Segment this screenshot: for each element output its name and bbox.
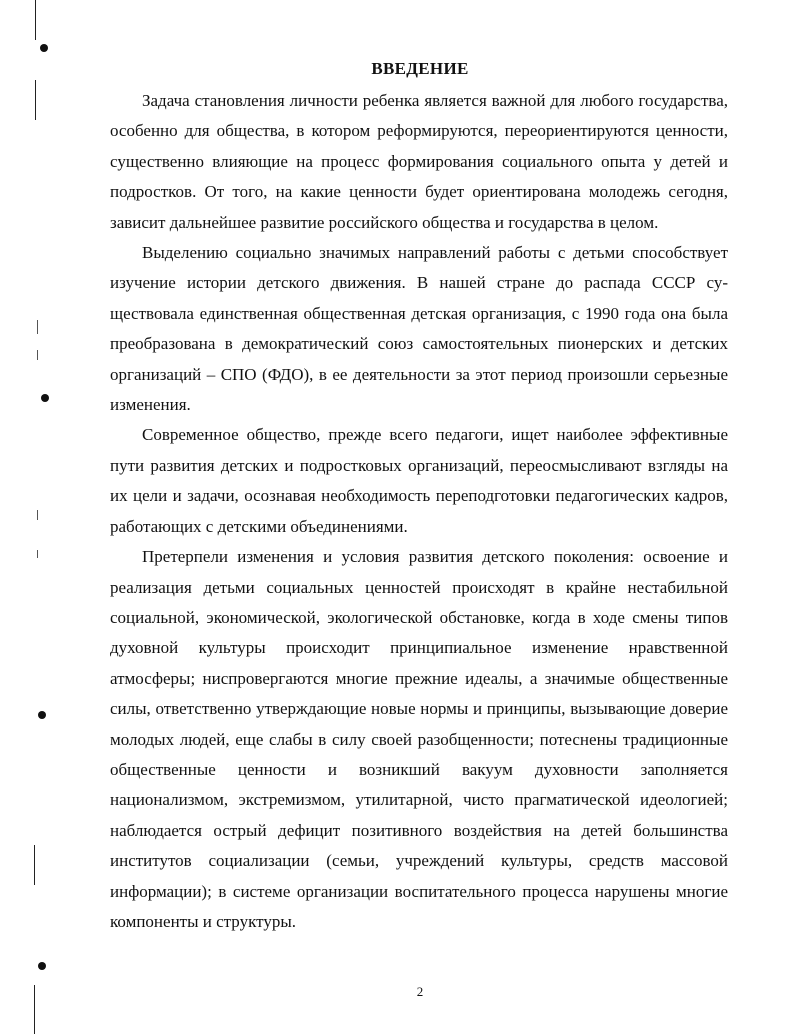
paragraph: Задача становления личности ребенка является важной для любого государства, особенно для общества, в котором реформируются, переориентируются ценности, существенно влияющие на процесс формирования социального опыта у детей и подростков. От того, на какие ценности будет ориентирована молодежь сегодня, зависит дальнейшее развитие российского общества и государства в целом. (110, 91, 728, 232)
scan-edge-line (35, 80, 36, 120)
page-number: 2 (416, 984, 424, 999)
hole-punch-mark (40, 44, 48, 52)
paragraph: Выделению социально значимых направлений работы с детьми способствует изучение истории детского движения. В нашей стране до распада СССР существовала единственная общественная детская организация, с 1990 года она была преобразована в демократический союз самостоятельных пионерских и детских организаций – СПО (ФДО), в ее деятельности за этот период произошли серьезные изменения. (110, 243, 728, 415)
paragraph: Современное общество, прежде всего педагоги, ищет наиболее эффективные пути развития детских и подростковых организаций, переосмысливают взгляды на их цели и задачи, осознавая необходимость переподготовки педагогических кадров, работающих с детскими объединениями. (110, 425, 728, 536)
scan-tick-mark (37, 550, 38, 558)
scan-tick-mark (37, 510, 38, 520)
hole-punch-mark (41, 394, 49, 402)
scan-edge-line (34, 845, 35, 885)
scan-tick-mark (37, 350, 38, 360)
document-body (110, 86, 728, 937)
hole-punch-mark (38, 962, 46, 970)
scan-edge-line (35, 0, 36, 40)
hole-punch-mark (38, 711, 46, 719)
scan-tick-mark (37, 320, 38, 334)
document-title: ВВЕДЕНИЕ (371, 59, 469, 78)
paragraph: Претерпели изменения и условия развития детского поколения: освоение и реализация детьми социальных ценностей происходят в крайне нестабильной социальной, экономической, экологической обстановке, когда в ходе смены типов духовной культуры происходит принципиальное изменение нравственной атмосферы; ниспровергаются многие прежние идеалы, а значимые общественные силы, ответственно утверждающие новые нормы и принципы, вызывающие доверие молодых людей, еще слабы в силу своей разобщенности; потеснены традиционные общественные ценности и возникший вакуум духовности заполняется национализмом, экстремизмом, утилитарной, чисто прагматической идеологией; наблюдается острый дефицит позитивного воздействия на детей большинства институтов социализации (семьи, учреждений культуры, средств массовой информации); в системе организации воспитательного процесса нарушены многие компоненты и структуры. (110, 547, 728, 931)
